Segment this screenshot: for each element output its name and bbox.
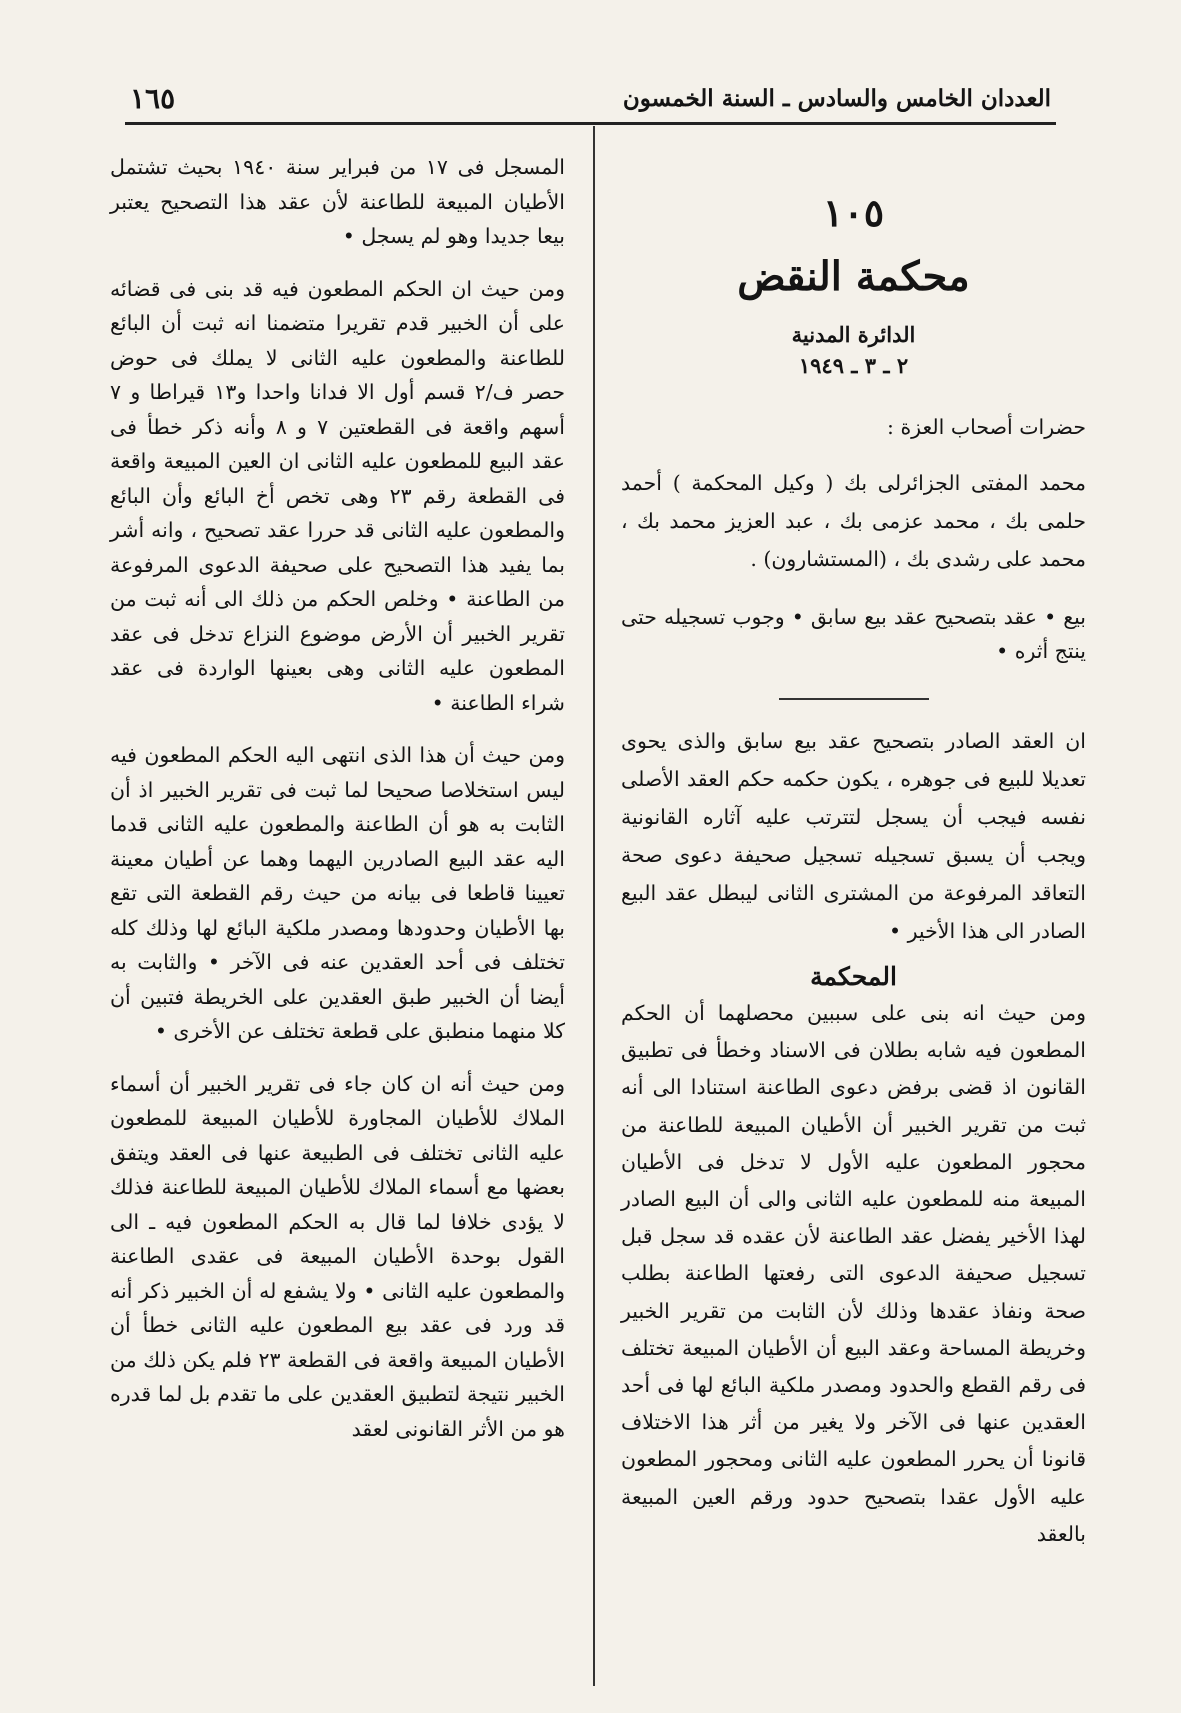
bench-composition xyxy=(621,408,1086,578)
court-name: محكمة النقض xyxy=(737,253,970,300)
column-divider xyxy=(593,126,595,1686)
running-title: العددان الخامس والسادس ـ السنة الخمسون xyxy=(622,84,1051,112)
reasoning-paragraph: ومن حيث انه بنى على سببين محصلهما أن الحكم المطعون فيه شابه بطلان فى الاسناد وخطأ فى تطبيق القانون اذ قضى برفض دعوى الطاعنة استنادا الى أنه ثبت من تقرير الخبير أن الأطيان المبيعة للطاعنة من محجور المطعون عليه الأول لا تدخل فى الأطيان المبيعة منه للمطعون عليه الثانى والى أن البيع الصادر لهذا الأخير يفضل عقد الطاعنة لأن عقده قد سجل قبل تسجيل صحيفة الدعوى التى رفعتها الطاعنة بطلب صحة ونفاذ عقدها وذلك لأن الثابت من تقرير الخبير وخريطة المساحة وعقد البيع أن الأطيان المبيعة تختلف فى رقم القطع والحدود ومصدر ملكية البائع لها فى أحد العقدين عنها فى الآخر ولا يغير من أثر هذا الاختلاف قانونا أن يحرر المطعون عليه الثانى ومحجور المطعون عليه الأول عقدا بتصحيح حدود ورقم العين المبيعة بالعقد xyxy=(621,1001,1086,1546)
bench-intro: حضرات أصحاب العزة : xyxy=(887,415,1086,439)
case-number: ١٠٥ xyxy=(822,190,885,235)
principle-text: ان العقد الصادر بتصحيح عقد بيع سابق والذى يحوى تعديلا للبيع فى جوهره ، يكون حكمه حكم العقد الأصلى نفسه فيجب أن يسجل لتترتب عليه آثاره القانونية ويجب أن يسبق تسجيله تسجيل صحيفة دعوى صحة التعاقد المرفوعة من المشترى الثانى ليبطل عقد البيع الصادر الى هذا الأخير • xyxy=(621,729,1086,943)
section-rule xyxy=(779,698,929,700)
reasoning-paragraph-1: ومن حيث ان الحكم المطعون فيه قد بنى فى قضائه على أن الخبير قدم تقريرا متضمنا انه ثبت أن البائع للطاعنة والمطعون عليه الثانى لا يملك فى حوض حصر ف/٢ قسم أول الا فدانا واحدا و١٣ قيراطا و ٧ أسهم واقعة فى القطعتين ٧ و ٨ وأنه ذكر خطأ فى عقد البيع للمطعون عليه الثانى ان العين المبيعة واقعة فى القطعة رقم ٢٣ وهى تخص أخ البائع وأن البائع والمطعون عليه الثانى قد حررا عقد تصحيح ، وانه أشر بما يفيد هذا التصحيح على صحيفة الدعوى المرفوعة من الطاعنة • وخلص الحكم من ذلك الى أنه ثبت من تقرير الخبير أن الأرض موضوع النزاع تدخل فى عقد المطعون عليه الثانى وهى بعينها الواردة فى عقد شراء الطاعنة • xyxy=(110,276,565,715)
bench-judges: محمد المفتى الجزائرلى بك ( وكيل المحكمة ) أحمد حلمى بك ، محمد عزمى بك ، عبد العزيز محمد بك ، محمد على رشدى بك ، (المستشارون) . xyxy=(621,471,1086,571)
case-summary: بيع • عقد بتصحيح عقد بيع سابق • وجوب تسجيله حتى ينتج أثره • xyxy=(621,605,1086,663)
circuit-name: الدائرة المدنية xyxy=(791,322,916,347)
reasoning-heading: المحكمة xyxy=(810,962,897,991)
left-column xyxy=(110,150,565,1446)
court-reasoning xyxy=(621,995,1086,1553)
reasoning-paragraph-3: ومن حيث أنه ان كان جاء فى تقرير الخبير أن أسماء الملاك للأطيان المجاورة للأطيان المبيعة للمطعون عليه الثانى تختلف فى الطبيعة عنها فى العقد ويتفق بعضها مع أسماء الملاك للأطيان المبيعة للطاعنة فذلك لا يؤدى خلافا لما قال به الحكم المطعون فيه ـ الى القول بوحدة الأطيان المبيعة فى عقدى الطاعنة والمطعون عليه الثانى • ولا يشفع له أن الخبير ذكر أنه قد ورد فى عقد بيع المطعون عليه الثانى خطأ أن الأطيان المبيعة واقعة فى القطعة ٢٣ فلم يكن ذلك من الخبير نتيجة لتطبيق العقدين على ما تقدم بل لما قدره هو من الأثر القانونى لعقد xyxy=(110,1071,565,1441)
legal-principle xyxy=(621,722,1086,950)
page-number: ١٦٥ xyxy=(130,81,176,115)
right-column xyxy=(621,150,1086,1553)
continuation-paragraph: المسجل فى ١٧ من فبراير سنة ١٩٤٠ بحيث تشتمل الأطيان المبيعة للطاعنة لأن عقد هذا التصحيح يعتبر بيعا جديدا وهو لم يسجل • xyxy=(110,155,566,248)
decision-date: ٢ ـ ٣ ـ ١٩٤٩ xyxy=(798,353,909,378)
page-header xyxy=(130,78,1051,118)
header-rule xyxy=(125,122,1056,125)
reasoning-paragraph-2: ومن حيث أن هذا الذى انتهى اليه الحكم المطعون فيه ليس استخلاصا صحيحا لما ثبت فى تقرير الخبير اذ أن الثابت به هو أن الطاعنة والمطعون عليه الثانى قدما اليه عقد البيع الصادرين اليهما وهما عن أطيان معينة تعيينا قاطعا فى بيانه من حيث رقم القطعة التى تقع بها الأطيان وحدودها ومصدر ملكية البائع لها وذلك كله تختلف فى أحد العقدين عنه فى الآخر • والثابت به أيضا أن الخبير طبق العقدين على الخريطة فتبين أن كلا منهما منطبق على قطعة تختلف عن الأخرى • xyxy=(110,743,565,1043)
